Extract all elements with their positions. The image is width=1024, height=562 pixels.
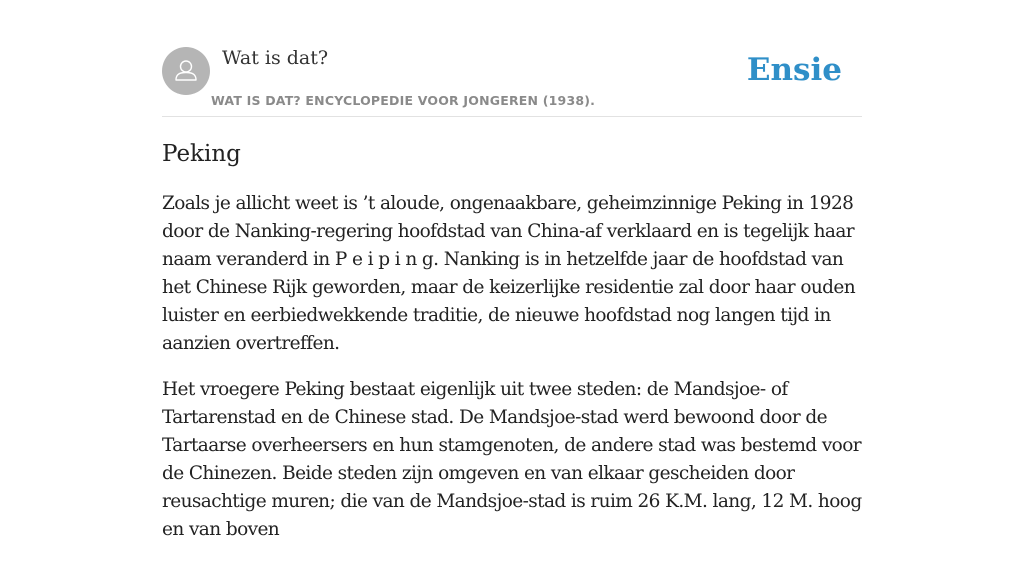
- article-title: Peking: [162, 141, 241, 167]
- source-header: [162, 46, 862, 117]
- article-paragraph: Zoals je allicht weet is ’t aloude, ongenaakbare, geheimzinnige Peking in 1928 door de Nanking-regering hoofdstad van China-af verklaard en is tegelijk haar naam veranderd in P e i p i n g. Nanking is in hetzelfde jaar de hoofdstad van het Chinese Rijk geworden, maar de keizerlijke residentie zal door haar ouden luister en eerbiedwekkende traditie, de nieuwe hoofdstad nog langen tijd in aanzien overtreffen.: [162, 193, 856, 354]
- user-icon[interactable]: [162, 47, 210, 95]
- source-title[interactable]: Wat is dat?: [222, 47, 329, 69]
- article-paragraph: Het vroegere Peking bestaat eigenlijk uit twee steden: de Mandsjoe- of Tartarenstad en de Chinese stad. De Mandsjoe-stad werd bewoond door de Tartaarse overheersers en hun stamgenoten, de andere stad was bestemd voor de Chinezen. Beide steden zijn omgeven en van elkaar gescheiden door reusachtige muren; die van de Mandsjoe-stad is ruim 26 K.M. lang, 12 M. hoog en van boven: [162, 379, 862, 540]
- source-subtitle: WAT IS DAT? ENCYCLOPEDIE VOOR JONGEREN (1938).: [211, 93, 596, 108]
- article: [162, 138, 862, 562]
- user-icon-graphic: [162, 47, 210, 95]
- ensie-logo[interactable]: Ensie: [746, 52, 842, 88]
